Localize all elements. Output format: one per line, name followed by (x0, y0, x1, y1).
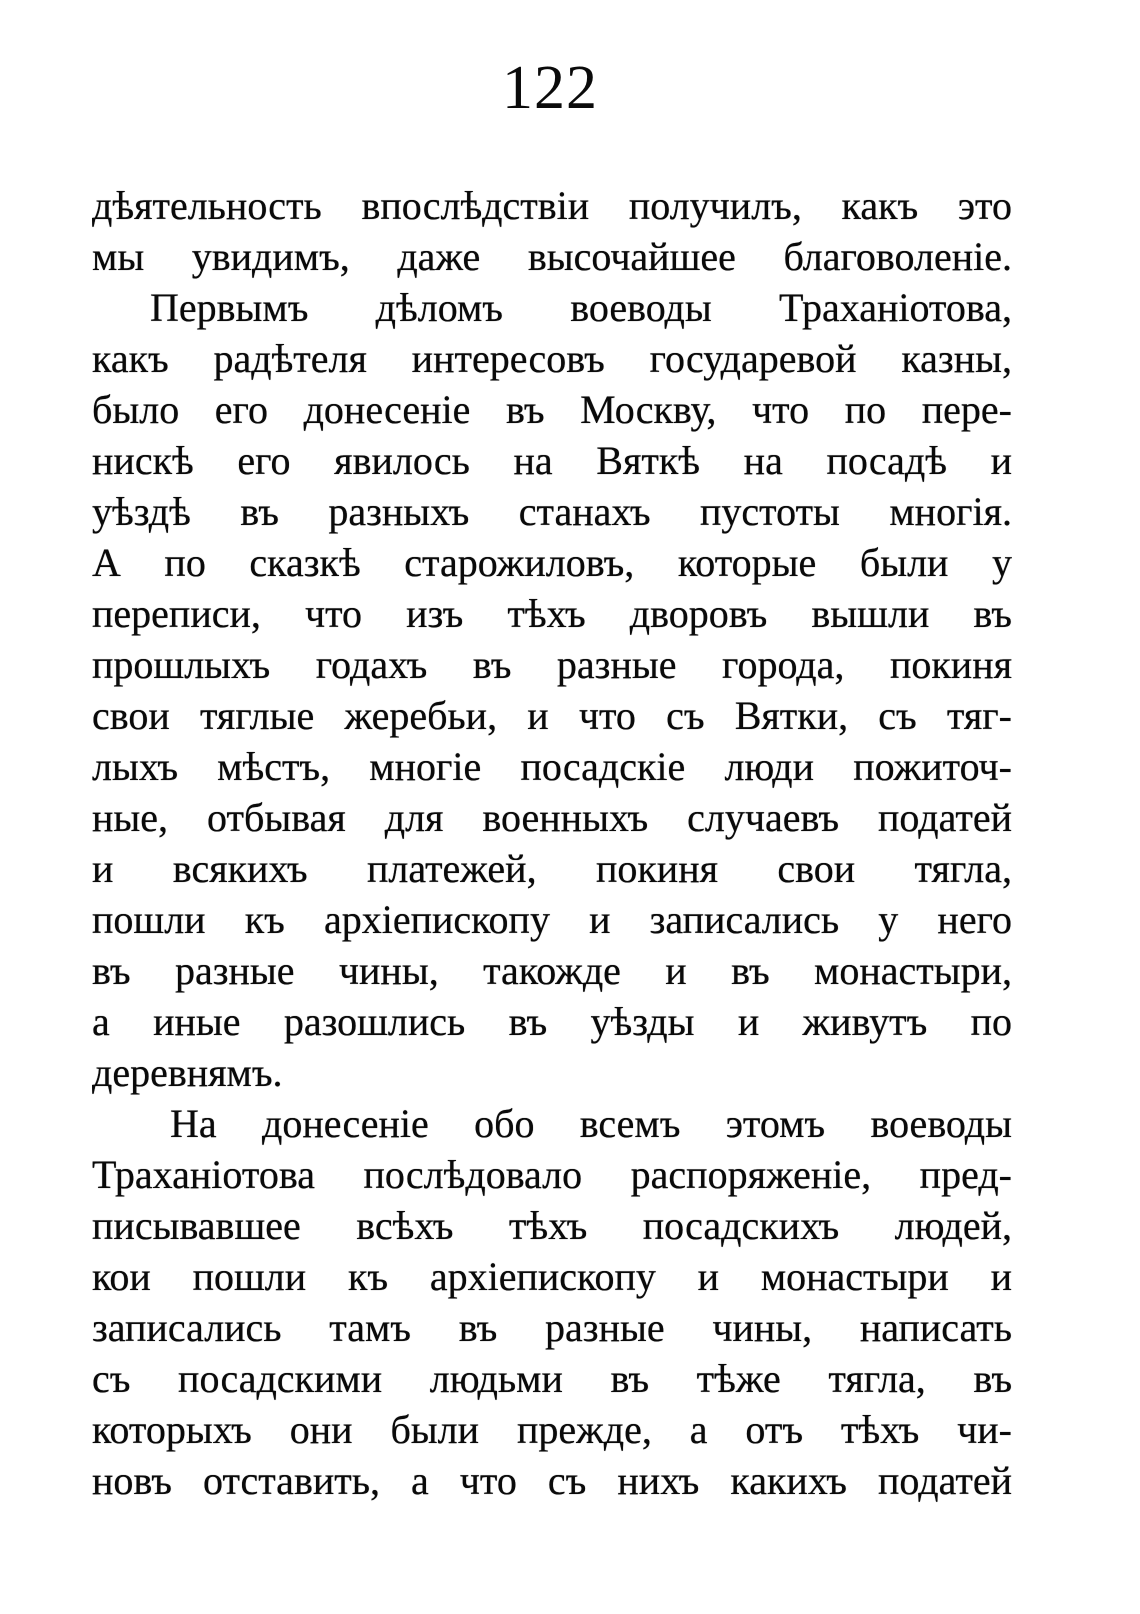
text-line: уѣздѣ въ разныхъ станахъ пустоты многія. (92, 489, 1012, 534)
text-line: деревнямъ. (92, 1050, 283, 1095)
text-line: кои пошли къ архіепископу и монастыри и (92, 1254, 1012, 1299)
text-line: Первымъ дѣломъ воеводы Траханіотова, (150, 285, 1012, 330)
text-line: ные, отбывая для военныхъ случаевъ податей (92, 795, 1012, 840)
text-line: На донесеніе обо всемъ этомъ воеводы (170, 1101, 1012, 1146)
text-line: Траханіотова послѣдовало распоряженіе, пред- (92, 1152, 1012, 1197)
text-line: лыхъ мѣстъ, многіе посадскіе люди пожиточ- (92, 744, 1012, 789)
text-line: нискѣ его явилось на Вяткѣ на посадѣ и (92, 438, 1012, 483)
text-line: дѣятельность впослѣдствіи получилъ, какъ это (92, 183, 1012, 228)
text-line: мы увидимъ, даже высочайшее благоволеніе. (92, 234, 1012, 279)
text-line: а иные разошлись въ уѣзды и живутъ по (92, 999, 1012, 1044)
text-line: писывавшее всѣхъ тѣхъ посадскихъ людей, (92, 1203, 1012, 1248)
text-line: переписи, что изъ тѣхъ дворовъ вышли въ (92, 591, 1012, 636)
text-line: которыхъ они были прежде, а отъ тѣхъ чи- (92, 1407, 1012, 1452)
text-line: въ разные чины, такожде и въ монастыри, (92, 948, 1012, 993)
text-line: А по сказкѣ старожиловъ, которые были у (92, 540, 1012, 585)
text-line: и всякихъ платежей, покиня свои тягла, (92, 846, 1012, 891)
text-line: записались тамъ въ разные чины, написать (92, 1305, 1012, 1350)
text-line: какъ радѣтеля интересовъ государевой казны, (92, 336, 1012, 381)
text-line: было его донесеніе въ Москву, что по пере- (92, 387, 1012, 432)
page-number: 122 (502, 54, 598, 122)
text-line: прошлыхъ годахъ въ разные города, покиня (92, 642, 1012, 687)
text-line: пошли къ архіепископу и записались у него (92, 897, 1012, 942)
text-line: новъ отставить, а что съ нихъ какихъ податей (92, 1458, 1012, 1503)
text-line: съ посадскими людьми въ тѣже тягла, въ (92, 1356, 1012, 1401)
body-text (92, 180, 1012, 1506)
text-line: свои тяглые жеребьи, и что съ Вятки, съ тяг- (92, 693, 1012, 738)
